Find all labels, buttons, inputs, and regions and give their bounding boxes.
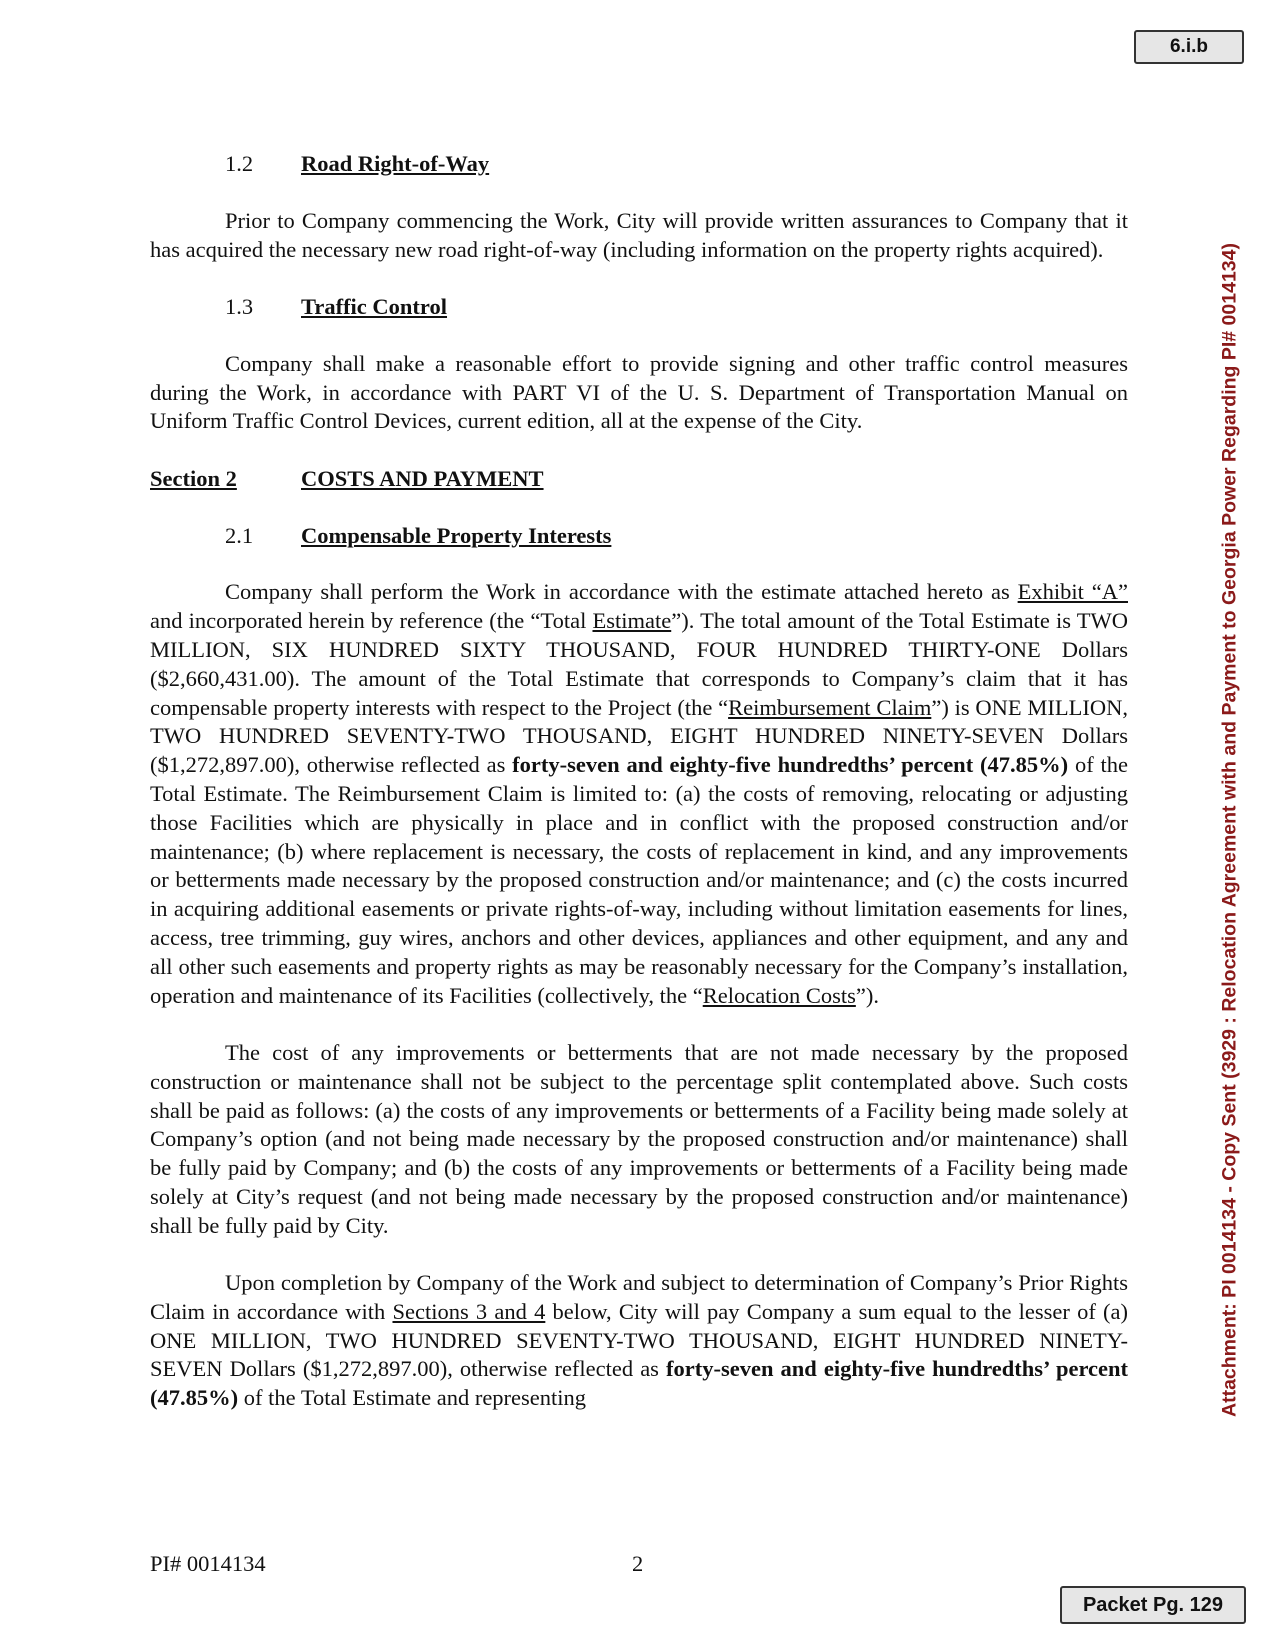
text-run: Company shall perform the Work in accordance with the estimate attached hereto as [225, 579, 1018, 605]
text-run: and incorporated herein by reference (the “Total [150, 608, 593, 634]
heading-1-3 [150, 293, 1128, 322]
exhibit-a-reference: Exhibit “A” [1017, 579, 1128, 605]
defined-term-relocation-costs: Relocation Costs [702, 982, 856, 1008]
paragraph-improvements-betterments: The cost of any improvements or betterments that are not made necessary by the proposed construction or maintenance shall not be subject to the percentage split contemplated above. Such costs shall be paid as follows: (a) the costs of any improvements or betterments of a Facility being made solely at Company’s option (and not being made necessary by the proposed construction and/or maintenance) shall be fully paid by Company; and (b) the costs of any improvements or betterments of a Facility being made solely at City’s request (and not being made necessary by the proposed construction and/or maintenance) shall be fully paid by City. [150, 1039, 1128, 1238]
paragraph-payment-upon-completion [150, 1269, 1128, 1413]
paragraph-compensable-interests [150, 578, 1128, 1010]
text-run: below, City will pay Company a sum equal to the lesser of (a) ONE MILLION, TWO HUNDRED SEVENTY-TWO THOUSAND, EIGHT HUNDRED NINETY-SEVEN Dollars ($1,272,897.00), otherwise reflected as [150, 1298, 1129, 1382]
packet-page-label: Packet Pg. 129 [1060, 1586, 1246, 1624]
heading-number: 1.2 [225, 151, 254, 176]
heading-title: Traffic Control [301, 293, 448, 319]
defined-term-estimate: Estimate [592, 608, 672, 634]
heading-title: Road Right-of-Way [301, 151, 490, 176]
attachment-sidebar-text: Attachment: PI 0014134 - Copy Sent (3929 : Relocation Agreement with and Payment to Georgia Power Regarding PI# 0014134) [1218, 243, 1241, 1417]
text-run: Upon completion by Company of the Work and subject to determination of Company’s Prior Rights Claim in accordance with [150, 1270, 1128, 1324]
text-run: of the Total Estimate and representing [238, 1385, 587, 1411]
heading-number: 1.3 [225, 293, 254, 319]
heading-1-2 [150, 150, 1128, 179]
defined-term-reimbursement-claim: Reimbursement Claim [728, 694, 932, 720]
section-tab-label: 6.i.b [1134, 30, 1244, 64]
heading-2-1 [150, 522, 1128, 551]
text-run: of the Total Estimate. The Reimbursement Claim is limited to: (a) the costs of removing, relocating or adjusting those Facilities which are physically in place and in conflict with the proposed construction and/or maintenance; (b) where replacement is necessary, the costs of replacement in kind, and any improvements or betterments made necessary by the proposed construction and/or maintenance; and (c) the costs incurred in acquiring additional easements or private rights-of-way, including without limitation easements for lines, access, tree trimming, guy wires, anchors and other devices, appliances and other equipment, and any and all other such easements and property rights as may be reasonably necessary for the Company’s installation, operation and maintenance of its Facilities (collectively, the “ [150, 752, 1128, 1008]
heading-section-2 [150, 465, 1128, 494]
sections-reference: Sections 3 and 4 [392, 1298, 546, 1324]
percentage-bold: forty-seven and eighty-five hundredths’ percent (47.85%) [150, 1356, 1129, 1411]
text-run: ”). [855, 982, 879, 1008]
percentage-bold: forty-seven and eighty-five hundredths’ percent (47.85%) [512, 752, 1069, 778]
text-run: ”) is ONE MILLION, TWO HUNDRED SEVENTY-TWO THOUSAND, EIGHT HUNDRED NINETY-SEVEN Dollars ($1,272,897.00), otherwise reflected as [150, 694, 1128, 778]
heading-number: 2.1 [225, 522, 254, 548]
footer-page-number: 2 [632, 1551, 644, 1576]
section-title: COSTS AND PAYMENT [301, 465, 544, 491]
footer-pi-number: PI# 0014134 [150, 1551, 266, 1576]
text-run: ”). The total amount of the Total Estimate is TWO MILLION, SIX HUNDRED SIXTY THOUSAND, FOUR HUNDRED THIRTY-ONE Dollars ($2,660,431.00). The amount of the Total Estimate that corresponds to Company’s claim that it has compensable property interests with respect to the Project (the “ [150, 608, 1128, 720]
paragraph-traffic-control: Company shall make a reasonable effort to provide signing and other traffic control measures during the Work, in accordance with PART VI of the U. S. Department of Transportation Manual on Uniform Traffic Control Devices, current edition, all at the expense of the City. [150, 350, 1128, 434]
document-body [150, 150, 1128, 1442]
section-label: Section 2 [150, 465, 237, 491]
heading-title: Compensable Property Interests [301, 522, 612, 548]
paragraph-road-right-of-way: Prior to Company commencing the Work, City will provide written assurances to Company that it has acquired the necessary new road right-of-way (including information on the property rights acquired). [150, 207, 1128, 262]
